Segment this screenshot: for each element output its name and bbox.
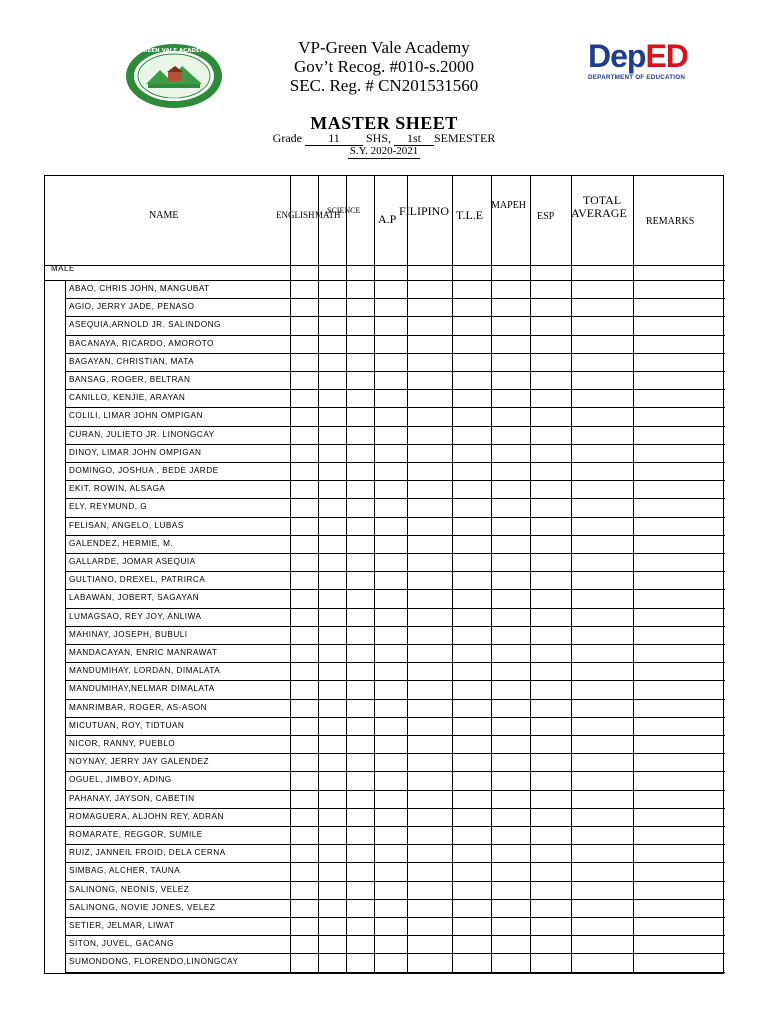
student-name: EKIT, ROWIN, ALSAGA [69,484,166,494]
grid-vline [491,176,492,973]
student-name: CURAN, JULIETO JR. LINONGCAY [69,429,215,439]
grid-row-line [65,862,725,863]
grid-row-line [65,389,725,390]
grid-vline [318,176,319,973]
grid-row-line [65,699,725,700]
svg-text:• 1996 •: • 1996 • [163,97,185,103]
student-name: BACANAYA, RICARDO, AMOROTO [69,338,214,348]
grid-row-line [65,753,725,754]
student-name: ABAO, CHRIS JOHN, MANGUBAT [69,284,210,293]
shs-label: SHS, [365,131,391,145]
col-header-remarks: REMARKS [646,216,695,227]
student-name: SITON, JUVEL, GACANG [69,939,174,949]
grid-row-line [65,771,725,772]
student-name: MAHINAY, JOSEPH, BUBULI [69,629,188,639]
grid-row-line [65,717,725,718]
student-name: BANSAG, ROGER, BELTRAN [69,375,191,384]
student-name: ROMAGUERA, ALJOHN REY, ADRAN [69,811,224,821]
student-name: MANDACAYAN, ENRIC MANRAWAT [69,648,218,657]
col-header-english: ENGLISH [276,210,315,220]
grade-label: Grade [272,131,302,145]
student-name: MANDUMIHAY,NELMAR DIMALATA [69,684,215,694]
page-title: MASTER SHEET [310,113,458,133]
grid-row-line [65,899,725,900]
col-header-tle: T.L.E [456,208,484,222]
student-name: NOYNAY, JERRY JAY GALENDEZ [69,757,209,767]
student-name: ELY, REYMUND, G [69,502,148,512]
grid-header-bottom [45,265,725,266]
col-header-mapeh: MAPEH [491,200,527,211]
student-name: GALENDEZ, HERMIE, M. [69,538,174,548]
grid-row-line [65,662,725,663]
grid-row-line [65,353,725,354]
grid-row-line [65,790,725,791]
student-name: SALINONG, NOVIE JONES, VELEZ [69,902,216,912]
student-name: DINOY, LIMAR JOHN OMPIGAN [69,447,202,457]
deped-subtitle: DEPARTMENT OF EDUCATION [588,74,686,81]
grid-row-line [65,826,725,827]
master-sheet-table [44,175,724,974]
student-name: LUMAGSAO, REY JOY, ANLIWA [69,611,202,621]
grid-row-line [65,972,725,973]
school-year-value: S.Y. 2020-2021 [349,145,419,157]
semester-label: SEMESTER [434,131,496,145]
section-label-male: MALE [51,264,75,273]
student-name: OGUEL, JIMBOY, ADING [69,775,172,785]
student-name: MANDUMIHAY, LORDAN, DIMALATA [69,666,221,676]
student-name: LABAWAN, JOBERT, SAGAYAN [69,593,200,603]
grid-row-line [65,680,725,681]
grid-row-line [65,844,725,845]
grid-row-line [65,953,725,954]
student-name: SUMONDONG, FLORENDO,LINONGCAY [69,957,239,967]
deped-ed: ED [645,38,688,74]
grid-row-line [65,316,725,317]
student-name: ROMARATE, REGGOR, SUMILE [69,830,203,839]
student-name: GALLARDE, JOMAR ASEQUIA [69,557,196,566]
grid-row-line [65,626,725,627]
col-header-total: TOTAL [583,193,622,207]
sec-registration: SEC. Reg. # CN201531560 [289,76,479,95]
student-name: AGIO, JERRY JADE, PENASO [69,302,195,312]
col-header-math: MATH [315,210,341,220]
grid-vline [633,176,634,973]
student-name: FELISAN, ANGELO, LUBAS [69,520,184,530]
grade-line [0,131,768,146]
grid-row-line [65,644,725,645]
svg-text:GREEN VALE ACADEMY: GREEN VALE ACADEMY [138,48,210,54]
student-name: PAHANAY, JAYSON, CABETIN [69,793,195,803]
grid-row-line [65,335,725,336]
student-name: NICOR, RANNY, PUEBLO [69,739,176,748]
grid-row-line [65,444,725,445]
government-recognition: Gov’t Recog. #010-s.2000 [293,57,475,76]
grid-row-line [65,498,725,499]
col-header-name: NAME [149,210,179,221]
grid-row-line [65,517,725,518]
student-name: CANILLO, KENJIE, ARAYAN [69,393,186,403]
col-header-ap: A.P [378,212,397,226]
col-header-esp: ESP [537,211,555,222]
grid-vline [346,176,347,973]
student-name: ASEQUIA,ARNOLD JR. SALINDONG [69,320,221,330]
student-name: SIMBAG, ALCHER, TAUNA [69,866,181,876]
grid-row-line [65,535,725,536]
grid-row-line [65,935,725,936]
grid-row-line [65,608,725,609]
grid-row-line [65,881,725,882]
deped-logo [588,40,718,96]
grid-male-bottom [45,280,725,281]
col-header-filipino: FILIPINO [399,204,449,218]
grid-vline [407,176,408,973]
grid-row-line [65,480,725,481]
grid-row-line [65,917,725,918]
student-name: SETIER, JELMAR, LIWAT [69,921,175,930]
grid-row-line [65,589,725,590]
col-header-science: SCIENCE [327,206,361,215]
grid-row-line [65,371,725,372]
school-name: VP-Green Vale Academy [298,38,470,57]
student-name: MICUTUAN, ROY, TIDTUAN [69,720,185,730]
student-name: RUIZ, JANNEIL FROID, DELA CERNA [69,848,226,858]
grid-row-line [65,426,725,427]
semester-value: 1st [394,132,434,146]
grid-vline [374,176,375,973]
school-year [0,145,768,159]
col-header-average: AVERAGE [571,206,627,220]
grid-row-line [65,298,725,299]
grid-row-line [65,407,725,408]
student-name: COLILI, LIMAR JOHN OMPIGAN [69,411,204,421]
student-name: DOMINGO, JOSHUA , BEDE JARDE [69,466,219,475]
student-name: SALINONG, NEONIS, VELEZ [69,884,190,894]
grid-vline [571,176,572,973]
grid-row-line [65,553,725,554]
grid-row-line [65,462,725,463]
grid-row-line [65,571,725,572]
deped-dep: Dep [588,38,646,74]
grid-row-line [65,808,725,809]
grid-vline [530,176,531,973]
student-name: MANRIMBAR, ROGER, AS-ASON [69,702,208,712]
student-name: BAGAYAN, CHRISTIAN, MATA [69,356,195,366]
grid-row-line [65,735,725,736]
grid-vline [452,176,453,973]
grade-value: 11 [305,132,363,146]
student-name: GULTIANO, DREXEL, PATRIRCA [69,575,206,585]
